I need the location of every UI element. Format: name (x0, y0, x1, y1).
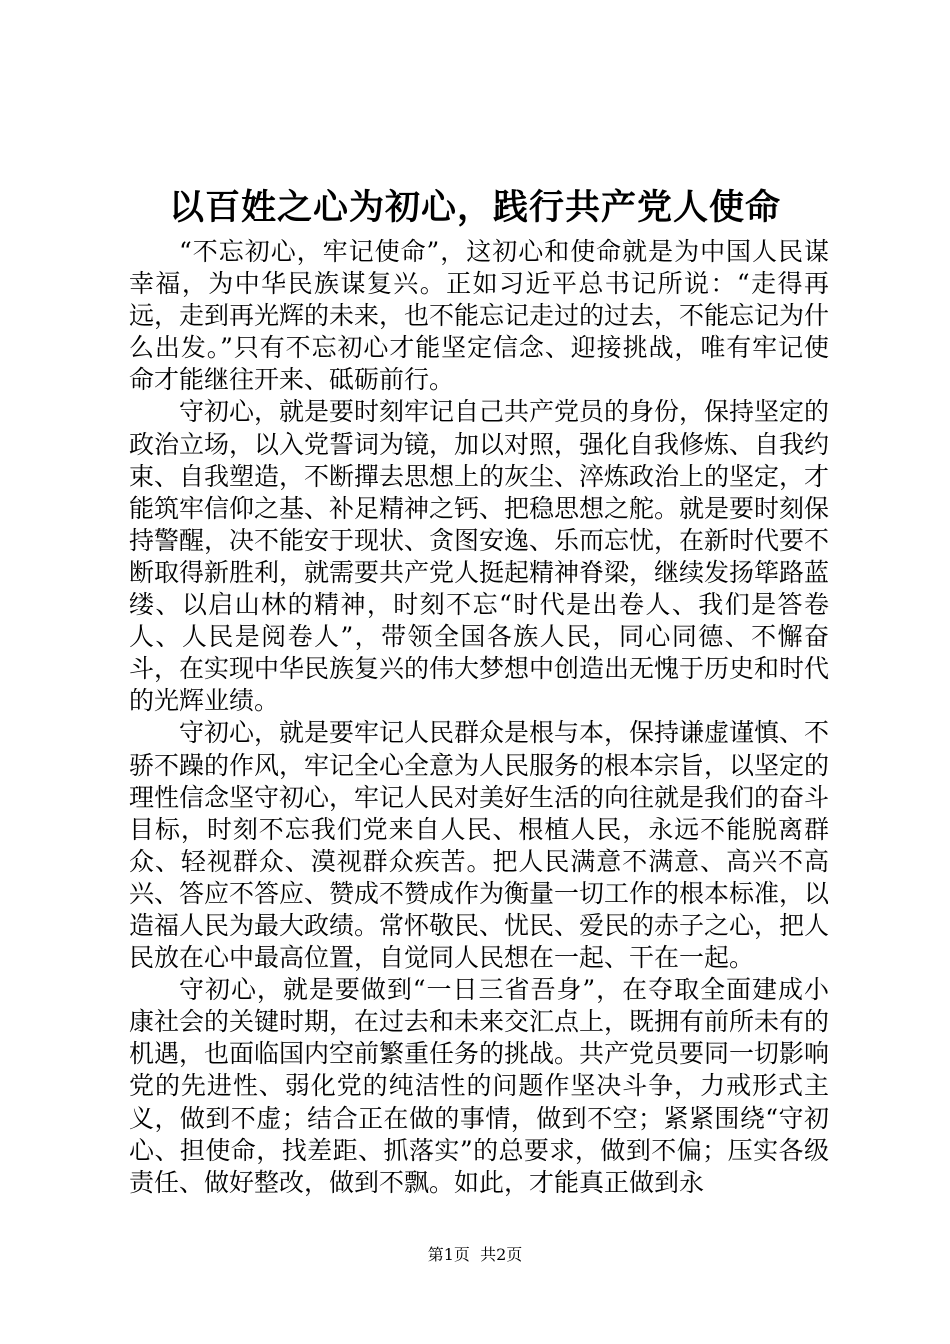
page-number-current: 第1页 (427, 1245, 470, 1264)
paragraph: 守初心，就是要牢记人民群众是根与本，保持谦虚谨慎、不骄不躁的作风，牢记全心全意为人民服务的根本宗旨，以坚定的理性信念坚守初心，牢记人民对美好生活的向往就是我们的奋斗目标，时刻不忘我们党来自人民、根植人民，永远不能脱离群众、轻视群众、漠视群众疾苦。把人民满意不满意、高兴不高兴、答应不答应、赞成不赞成作为衡量一切工作的根本标准，以造福人民为最大政绩。常怀敬民、忧民、爱民的赤子之心，把人民放在心中最高位置，自觉同人民想在一起、干在一起。 (129, 718, 830, 973)
document-body (129, 236, 829, 1199)
page-footer (0, 1244, 950, 1266)
footer-separator (470, 1245, 480, 1264)
document-title: 以百姓之心为初心，践行共产党人使命 (168, 187, 781, 228)
paragraph: 守初心，就是要时刻牢记自己共产党员的身份，保持坚定的政治立场，以入党誓词为镜，加以对照，强化自我修炼、自我约束、自我塑造，不断撣去思想上的灰尘、淬炼政治上的坚定，才能筑牢信仰之基、补足精神之钙、把稳思想之舵。就是要时刻保持警醒，决不能安于现状、贪图安逸、乐而忘忧，在新时代要不断取得新胜利，就需要共产党人挺起精神脊梁，继续发扬筚路蓝缕、以启山林的精神，时刻不忘“时代是出卷人、我们是答卷人、人民是阅卷人”，带领全国各族人民，同心同德、不懈奋斗，在实现中华民族复兴的伟大梦想中创造出无愧于历史和时代的光辉业绩。 (129, 397, 830, 716)
page-number-total: 共2页 (480, 1245, 523, 1264)
paragraph: 守初心，就是要做到“一日三省吾身”，在夺取全面建成小康社会的关键时期，在过去和未来交汇点上，既拥有前所未有的机遇，也面临国内空前繁重任务的挑战。共产党员要同一切影响党的先进性、弱化党的纯洁性的问题作坚决斗争，力戒形式主义，做到不虚；结合正在做的事情，做到不空；紧紧围绕“守初心、担使命，找差距、抓落实”的总要求，做到不偏；压实各级责任、做好整改，做到不飘。如此，才能真正做到永 (129, 975, 830, 1197)
paragraph: “不忘初心，牢记使命”，这初心和使命就是为中国人民谋幸福，为中华民族谋复兴。正如习近平总书记所说：“走得再远，走到再光辉的未来，也不能忘记走过的过去，不能忘记为什么出发。”只有不忘初心才能坚定信念、迎接挑战，唯有牢记使命才能继往开来、砥砺前行。 (129, 237, 830, 395)
